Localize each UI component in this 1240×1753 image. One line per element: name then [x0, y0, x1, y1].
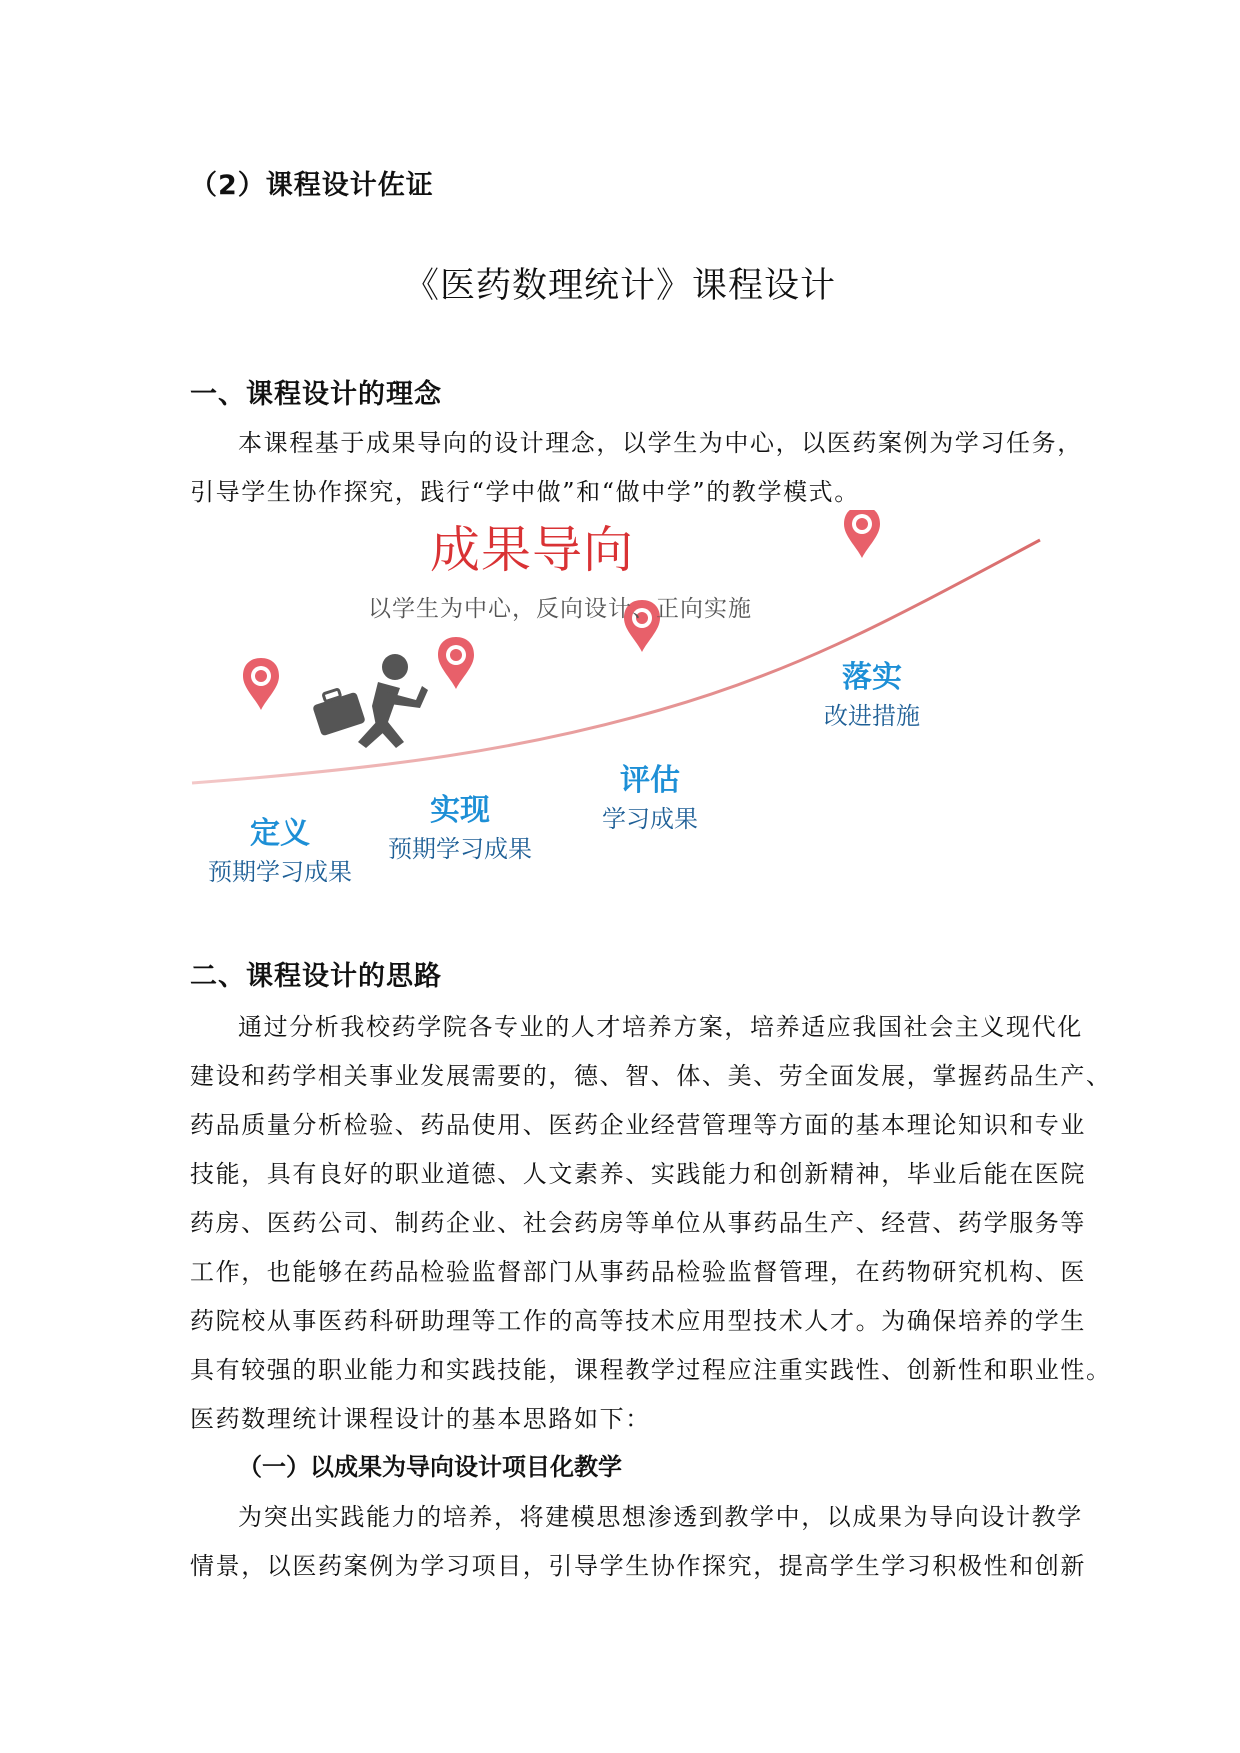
- location-pin-icon: [844, 510, 880, 558]
- paragraph-line: 药品质量分析检验、药品使用、医药企业经营管理等方面的基本理论知识和专业: [190, 1111, 1086, 1139]
- evidence-heading: （2）课程设计佐证: [190, 170, 434, 201]
- step-sub: 预期学习成果: [208, 858, 352, 886]
- paragraph-line: 具有较强的职业能力和实践技能，课程教学过程应注重实践性、创新性和职业性。: [190, 1356, 1112, 1384]
- subsection1-title: （一）以成果为导向设计项目化教学: [238, 1453, 622, 1481]
- step-define: [190, 808, 370, 887]
- step-sub: 改进措施: [824, 702, 920, 730]
- location-pin-icon: [243, 658, 279, 710]
- paragraph-line: 引导学生协作探究，践行“学中做”和“做中学”的教学模式。: [190, 478, 860, 506]
- figure-subtitle: 以学生为中心，反向设计、正向实施: [368, 596, 752, 622]
- paragraph-line: 医药数理统计课程设计的基本思路如下：: [190, 1405, 651, 1433]
- section2-title: 二、课程设计的思路: [190, 961, 442, 992]
- paragraph-line: 技能，具有良好的职业道德、人文素养、实践能力和创新精神，毕业后能在医院: [190, 1160, 1086, 1188]
- section1-title: 一、课程设计的理念: [190, 379, 442, 410]
- paragraph-line: 为突出实践能力的培养，将建模思想渗透到教学中，以成果为导向设计教学: [238, 1503, 1083, 1531]
- step-head: 落实: [842, 660, 902, 695]
- step-head: 评估: [620, 763, 680, 798]
- step-sub: 预期学习成果: [388, 835, 532, 863]
- step-head: 定义: [250, 816, 310, 851]
- step-implement: [370, 785, 550, 864]
- step-evaluate: [570, 755, 730, 834]
- paragraph-line: 药房、医药公司、制药企业、社会药房等单位从事药品生产、经营、药学服务等: [190, 1209, 1086, 1237]
- paragraph-line: 建设和药学相关事业发展需要的，德、智、体、美、劳全面发展，掌握药品生产、: [190, 1062, 1112, 1090]
- section2-paragraph: [190, 1003, 1112, 1444]
- paragraph-line: 药院校从事医药科研助理等工作的高等技术应用型技术人才。为确保培养的学生: [190, 1307, 1086, 1335]
- paragraph-line: 工作，也能够在药品检验监督部门从事药品检验监督管理，在药物研究机构、医: [190, 1258, 1086, 1286]
- section1-paragraph: [190, 419, 1083, 517]
- step-head: 实现: [430, 793, 490, 828]
- paragraph-line: 本课程基于成果导向的设计理念，以学生为中心，以医药案例为学习任务，: [238, 429, 1083, 457]
- paragraph-line: 情景，以医药案例为学习项目，引导学生协作探究，提高学生学习积极性和创新: [190, 1552, 1086, 1580]
- paragraph-line: 通过分析我校药学院各专业的人才培养方案，培养适应我国社会主义现代化: [238, 1013, 1083, 1041]
- subsection1-paragraph: [190, 1493, 1086, 1591]
- location-pin-icon: [438, 637, 474, 689]
- step-implement-improve: [782, 652, 962, 731]
- runner-with-briefcase-icon: [312, 654, 428, 748]
- step-sub: 学习成果: [602, 805, 698, 833]
- document-title: 《医药数理统计》课程设计: [403, 266, 836, 306]
- outcome-oriented-figure: [190, 510, 1070, 890]
- figure-title: 成果导向: [430, 521, 634, 579]
